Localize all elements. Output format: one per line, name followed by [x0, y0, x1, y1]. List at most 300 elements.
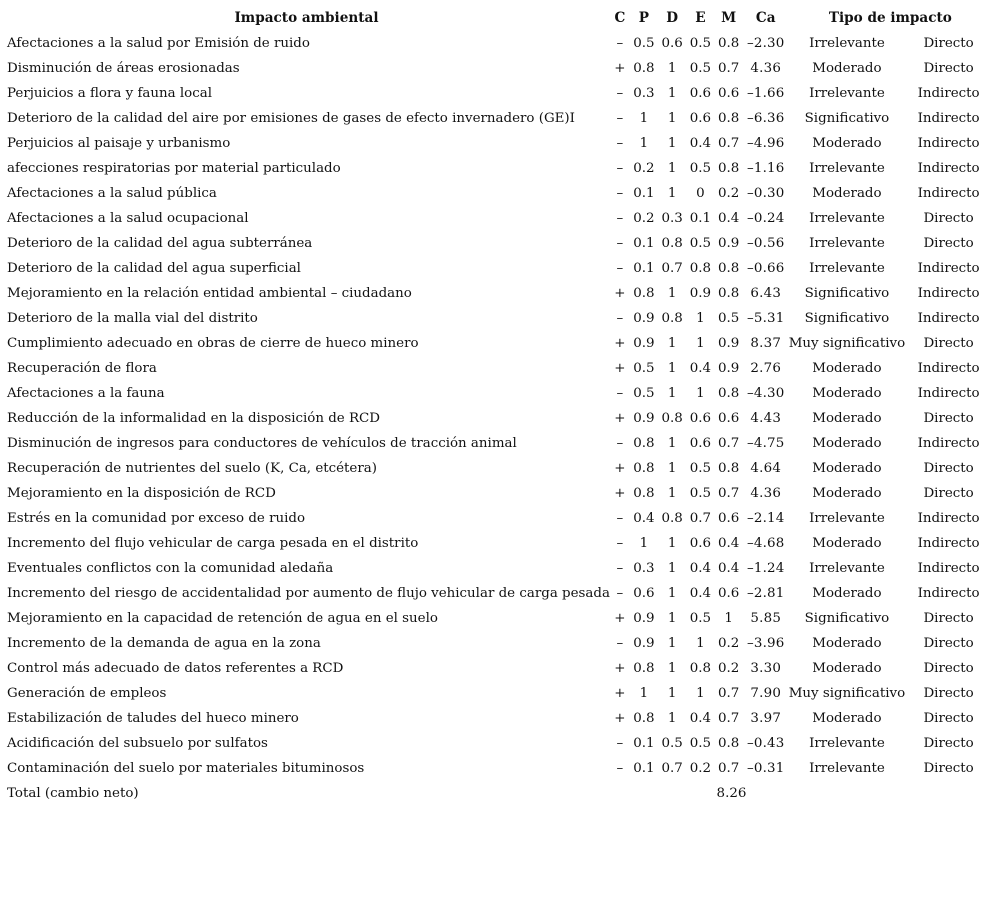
impact-cell: Disminución de áreas erosionadas: [7, 61, 240, 76]
m-cell: 0.7: [718, 436, 740, 451]
ca-cell: –0.56: [746, 236, 785, 251]
ca-cell: –6.36: [746, 111, 785, 126]
table-row: [3, 681, 992, 706]
sign-cell: –: [616, 261, 624, 276]
m-cell: 0.8: [718, 461, 740, 476]
impact-type-cell: Indirecto: [917, 86, 980, 101]
p-cell: 0.3: [633, 86, 655, 101]
impact-type-cell: Indirecto: [917, 136, 980, 151]
significance-cell: Irrelevante: [809, 761, 885, 776]
table-row: [3, 456, 992, 481]
d-cell: 1: [667, 711, 677, 726]
table-row: [3, 356, 992, 381]
p-cell: 0.9: [633, 311, 655, 326]
m-cell: 0.9: [718, 361, 740, 376]
table-row: [3, 181, 992, 206]
significance-cell: Irrelevante: [809, 236, 885, 251]
m-cell: 0.4: [718, 561, 740, 576]
significance-cell: Moderado: [812, 486, 882, 501]
m-cell: 0.8: [718, 736, 740, 751]
impact-type-cell: Directo: [923, 711, 974, 726]
ca-cell: 7.90: [750, 686, 782, 701]
e-cell: 0.6: [689, 411, 712, 426]
significance-cell: Moderado: [812, 186, 882, 201]
e-cell: 0.1: [689, 211, 712, 226]
e-cell: 0.6: [689, 536, 712, 551]
table-row: [3, 481, 992, 506]
p-cell: 0.8: [633, 436, 655, 451]
header-d: D: [666, 10, 679, 26]
significance-cell: Irrelevante: [809, 561, 885, 576]
impact-type-cell: Indirecto: [917, 436, 980, 451]
table-row: [3, 631, 992, 656]
impact-cell: Mejoramiento en la capacidad de retención de agua en el suelo: [7, 611, 438, 626]
impact-cell: Estrés en la comunidad por exceso de ruido: [7, 511, 306, 526]
table-row: [3, 756, 992, 781]
d-cell: 0.3: [661, 211, 683, 226]
header-type: Tipo de impacto: [828, 10, 952, 26]
sign-cell: +: [614, 286, 626, 301]
impact-type-cell: Indirecto: [917, 261, 980, 276]
m-cell: 0.6: [718, 511, 740, 526]
sign-cell: +: [614, 611, 626, 626]
significance-cell: Irrelevante: [809, 36, 885, 51]
m-cell: 0.9: [718, 236, 740, 251]
impact-type-cell: Directo: [923, 611, 974, 626]
impact-cell: Estabilización de taludes del hueco minero: [7, 711, 299, 726]
ca-cell: –0.24: [746, 211, 785, 226]
header-m: M: [721, 10, 737, 26]
impact-type-cell: Directo: [923, 486, 974, 501]
m-cell: 0.7: [718, 61, 740, 76]
impact-cell: Afectaciones a la fauna: [7, 386, 165, 401]
e-cell: 0.5: [689, 236, 712, 251]
significance-cell: Moderado: [812, 586, 882, 601]
sign-cell: +: [614, 661, 626, 676]
p-cell: 0.5: [633, 361, 655, 376]
ca-cell: 4.43: [750, 411, 782, 426]
d-cell: 1: [667, 536, 677, 551]
impact-cell: Deterioro de la calidad del agua superficial: [7, 261, 301, 276]
impact-type-cell: Directo: [923, 61, 974, 76]
p-cell: 0.3: [633, 561, 655, 576]
sign-cell: –: [616, 511, 624, 526]
header-p: P: [638, 10, 650, 26]
ca-cell: 3.30: [750, 661, 782, 676]
e-cell: 0.8: [689, 261, 712, 276]
significance-cell: Moderado: [812, 536, 882, 551]
d-cell: 1: [667, 136, 677, 151]
m-cell: 0.8: [718, 286, 740, 301]
m-cell: 0.8: [718, 36, 740, 51]
ca-cell: –2.14: [746, 511, 785, 526]
table-row: [3, 206, 992, 231]
p-cell: 0.2: [633, 211, 655, 226]
significance-cell: Moderado: [812, 411, 882, 426]
e-cell: 0.5: [689, 611, 712, 626]
m-cell: 0.4: [718, 211, 740, 226]
sign-cell: –: [616, 561, 624, 576]
impact-cell: Reducción de la informalidad en la disposición de RCD: [7, 411, 381, 426]
significance-cell: Significativo: [804, 311, 890, 326]
d-cell: 0.6: [661, 36, 683, 51]
ca-cell: 8.37: [750, 336, 782, 351]
impact-type-cell: Directo: [923, 211, 974, 226]
ca-cell: –1.24: [746, 561, 785, 576]
e-cell: 0.5: [689, 486, 712, 501]
e-cell: 0.5: [689, 461, 712, 476]
header-row: [3, 6, 992, 31]
table-row: [3, 606, 992, 631]
e-cell: 0.4: [689, 561, 712, 576]
m-cell: 0.5: [718, 311, 740, 326]
impact-type-cell: Directo: [923, 236, 974, 251]
e-cell: 0.2: [689, 761, 712, 776]
sign-cell: –: [616, 186, 624, 201]
impact-cell: Cumplimiento adecuado en obras de cierre de hueco minero: [7, 336, 419, 351]
m-cell: 0.7: [718, 136, 740, 151]
p-cell: 1: [639, 686, 649, 701]
table-row: [3, 581, 992, 606]
d-cell: 0.5: [661, 736, 683, 751]
e-cell: 0.4: [689, 586, 712, 601]
d-cell: 1: [667, 111, 677, 126]
p-cell: 0.8: [633, 661, 655, 676]
significance-cell: Moderado: [812, 61, 882, 76]
impact-cell: Perjuicios al paisaje y urbanismo: [7, 136, 231, 151]
m-cell: 0.6: [718, 86, 740, 101]
sign-cell: –: [616, 111, 624, 126]
impact-cell: Afectaciones a la salud por Emisión de ruido: [7, 36, 310, 51]
m-cell: 0.6: [718, 411, 740, 426]
total-row: [3, 781, 992, 806]
significance-cell: Moderado: [812, 711, 882, 726]
header-impact: Impacto ambiental: [234, 10, 379, 26]
d-cell: 1: [667, 661, 677, 676]
d-cell: 1: [667, 611, 677, 626]
e-cell: 0.6: [689, 436, 712, 451]
p-cell: 0.8: [633, 61, 655, 76]
impact-type-cell: Indirecto: [917, 386, 980, 401]
e-cell: 0.8: [689, 661, 712, 676]
significance-cell: Significativo: [804, 111, 890, 126]
m-cell: 1: [724, 611, 733, 626]
e-cell: 0.9: [689, 286, 712, 301]
table-row: [3, 156, 992, 181]
impact-cell: Mejoramiento en la relación entidad ambiental – ciudadano: [7, 286, 412, 301]
sign-cell: +: [614, 711, 626, 726]
sign-cell: +: [614, 361, 626, 376]
table-row: [3, 281, 992, 306]
d-cell: 0.8: [661, 311, 683, 326]
impact-type-cell: Directo: [923, 411, 974, 426]
total-value: 8.26: [716, 786, 747, 801]
d-cell: 1: [667, 161, 677, 176]
significance-cell: Significativo: [804, 286, 890, 301]
ca-cell: 5.85: [750, 611, 782, 626]
d-cell: 1: [667, 586, 677, 601]
impact-type-cell: Directo: [923, 736, 974, 751]
p-cell: 1: [639, 136, 649, 151]
e-cell: 1: [696, 686, 705, 701]
p-cell: 0.8: [633, 711, 655, 726]
sign-cell: +: [614, 461, 626, 476]
ca-cell: 4.64: [750, 461, 782, 476]
d-cell: 1: [667, 561, 677, 576]
impact-type-cell: Indirecto: [917, 561, 980, 576]
m-cell: 0.2: [718, 661, 740, 676]
d-cell: 1: [667, 486, 677, 501]
d-cell: 1: [667, 86, 677, 101]
ca-cell: 4.36: [750, 486, 782, 501]
p-cell: 0.9: [633, 611, 655, 626]
table-row: [3, 31, 992, 56]
table-row: [3, 81, 992, 106]
significance-cell: Irrelevante: [809, 161, 885, 176]
sign-cell: –: [616, 236, 624, 251]
p-cell: 1: [639, 111, 649, 126]
ca-cell: 4.36: [750, 61, 782, 76]
impact-type-cell: Indirecto: [917, 361, 980, 376]
sign-cell: –: [616, 311, 624, 326]
significance-cell: Moderado: [812, 136, 882, 151]
sign-cell: +: [614, 486, 626, 501]
p-cell: 1: [639, 536, 649, 551]
total-label: Total (cambio neto): [7, 786, 139, 801]
sign-cell: –: [616, 586, 624, 601]
e-cell: 0.5: [689, 61, 712, 76]
p-cell: 0.2: [633, 161, 655, 176]
sign-cell: +: [614, 411, 626, 426]
ca-cell: –4.68: [746, 536, 785, 551]
e-cell: 0.6: [689, 86, 712, 101]
significance-cell: Moderado: [812, 461, 882, 476]
ca-cell: –1.66: [746, 86, 785, 101]
impact-type-cell: Indirecto: [917, 161, 980, 176]
p-cell: 0.1: [633, 236, 655, 251]
table-row: [3, 706, 992, 731]
m-cell: 0.8: [718, 386, 740, 401]
sign-cell: +: [614, 336, 626, 351]
d-cell: 0.7: [661, 761, 683, 776]
e-cell: 0.4: [689, 361, 712, 376]
d-cell: 0.8: [661, 511, 683, 526]
d-cell: 1: [667, 436, 677, 451]
m-cell: 0.8: [718, 111, 740, 126]
m-cell: 0.7: [718, 761, 740, 776]
significance-cell: Moderado: [812, 636, 882, 651]
sign-cell: +: [614, 686, 626, 701]
d-cell: 1: [667, 686, 677, 701]
significance-cell: Irrelevante: [809, 736, 885, 751]
sign-cell: –: [616, 161, 624, 176]
e-cell: 1: [696, 336, 705, 351]
d-cell: 1: [667, 636, 677, 651]
d-cell: 1: [667, 186, 677, 201]
table-row: [3, 556, 992, 581]
m-cell: 0.7: [718, 486, 740, 501]
significance-cell: Muy significativo: [788, 686, 906, 701]
impact-cell: Perjuicios a flora y fauna local: [7, 86, 212, 101]
impact-type-cell: Directo: [923, 636, 974, 651]
impact-type-cell: Indirecto: [917, 286, 980, 301]
impact-type-cell: Indirecto: [917, 186, 980, 201]
impact-type-cell: Directo: [923, 461, 974, 476]
impact-cell: Incremento de la demanda de agua en la zona: [7, 636, 321, 651]
significance-cell: Moderado: [812, 361, 882, 376]
ca-cell: –0.66: [746, 261, 785, 276]
table-row: [3, 531, 992, 556]
header-c: C: [614, 10, 626, 26]
significance-cell: Moderado: [812, 661, 882, 676]
sign-cell: –: [616, 636, 624, 651]
impact-type-cell: Indirecto: [917, 111, 980, 126]
significance-cell: Moderado: [812, 386, 882, 401]
impact-type-cell: Directo: [923, 661, 974, 676]
ca-cell: –4.75: [746, 436, 785, 451]
m-cell: 0.7: [718, 711, 740, 726]
sign-cell: –: [616, 436, 624, 451]
table-row: [3, 306, 992, 331]
ca-cell: –2.30: [746, 36, 785, 51]
sign-cell: +: [614, 61, 626, 76]
impact-cell: Afectaciones a la salud ocupacional: [7, 211, 249, 226]
d-cell: 1: [667, 336, 677, 351]
ca-cell: 3.97: [750, 711, 782, 726]
sign-cell: –: [616, 136, 624, 151]
impact-table: [3, 6, 992, 806]
significance-cell: Muy significativo: [788, 336, 906, 351]
p-cell: 0.9: [633, 411, 655, 426]
impact-cell: Incremento del riesgo de accidentalidad por aumento de flujo vehicular de carga pesada: [7, 586, 610, 601]
table-row: [3, 331, 992, 356]
significance-cell: Significativo: [804, 611, 890, 626]
sign-cell: –: [616, 761, 624, 776]
d-cell: 1: [667, 361, 677, 376]
p-cell: 0.8: [633, 461, 655, 476]
ca-cell: –0.31: [746, 761, 785, 776]
m-cell: 0.8: [718, 161, 740, 176]
d-cell: 1: [667, 386, 677, 401]
impact-cell: Recuperación de flora: [7, 361, 157, 376]
impact-cell: Incremento del flujo vehicular de carga pesada en el distrito: [7, 536, 419, 551]
e-cell: 0.5: [689, 161, 712, 176]
table-row: [3, 106, 992, 131]
significance-cell: Irrelevante: [809, 261, 885, 276]
e-cell: 0.4: [689, 711, 712, 726]
sign-cell: –: [616, 536, 624, 551]
e-cell: 0.6: [689, 111, 712, 126]
d-cell: 0.8: [661, 411, 683, 426]
m-cell: 0.6: [718, 586, 740, 601]
d-cell: 1: [667, 286, 677, 301]
m-cell: 0.4: [718, 536, 740, 551]
sign-cell: –: [616, 36, 624, 51]
impact-type-cell: Indirecto: [917, 511, 980, 526]
table-row: [3, 256, 992, 281]
header-ca: Ca: [755, 10, 776, 26]
impact-cell: Generación de empleos: [7, 686, 167, 701]
impact-type-cell: Indirecto: [917, 311, 980, 326]
e-cell: 0.4: [689, 136, 712, 151]
e-cell: 0.5: [689, 36, 712, 51]
impact-cell: Deterioro de la malla vial del distrito: [7, 311, 258, 326]
m-cell: 0.2: [718, 186, 740, 201]
impact-cell: Control más adecuado de datos referentes a RCD: [7, 661, 344, 676]
p-cell: 0.9: [633, 336, 655, 351]
p-cell: 0.8: [633, 286, 655, 301]
significance-cell: Irrelevante: [809, 511, 885, 526]
p-cell: 0.1: [633, 761, 655, 776]
table-row: [3, 731, 992, 756]
d-cell: 0.7: [661, 261, 683, 276]
ca-cell: –1.16: [746, 161, 785, 176]
impact-type-cell: Indirecto: [917, 586, 980, 601]
ca-cell: –5.31: [746, 311, 785, 326]
impact-cell: Deterioro de la calidad del aire por emisiones de gases de efecto invernadero (GE)I: [7, 111, 575, 126]
ca-cell: –3.96: [746, 636, 785, 651]
table-row: [3, 656, 992, 681]
impact-cell: Eventuales conflictos con la comunidad aledaña: [7, 561, 334, 576]
p-cell: 0.4: [633, 511, 655, 526]
e-cell: 1: [696, 311, 705, 326]
e-cell: 0.7: [689, 511, 712, 526]
p-cell: 0.5: [633, 386, 655, 401]
ca-cell: –4.30: [746, 386, 785, 401]
sign-cell: –: [616, 386, 624, 401]
m-cell: 0.8: [718, 261, 740, 276]
p-cell: 0.5: [633, 36, 655, 51]
d-cell: 0.8: [661, 236, 683, 251]
significance-cell: Moderado: [812, 436, 882, 451]
e-cell: 1: [696, 636, 705, 651]
impact-cell: Recuperación de nutrientes del suelo (K, Ca, etcétera): [7, 461, 377, 476]
table-row: [3, 506, 992, 531]
significance-cell: Irrelevante: [809, 211, 885, 226]
impact-cell: Contaminación del suelo por materiales bituminosos: [7, 761, 365, 776]
impact-cell: afecciones respiratorias por material particulado: [7, 161, 341, 176]
impact-cell: Afectaciones a la salud pública: [7, 186, 217, 201]
ca-cell: 6.43: [750, 286, 782, 301]
ca-cell: 2.76: [750, 361, 782, 376]
ca-cell: –0.43: [746, 736, 785, 751]
impact-type-cell: Directo: [923, 36, 974, 51]
sign-cell: –: [616, 211, 624, 226]
impact-type-cell: Directo: [923, 336, 974, 351]
sign-cell: –: [616, 86, 624, 101]
p-cell: 0.8: [633, 486, 655, 501]
e-cell: 0: [696, 186, 705, 201]
e-cell: 0.5: [689, 736, 712, 751]
table-row: [3, 406, 992, 431]
impact-cell: Acidificación del subsuelo por sulfatos: [7, 736, 268, 751]
table-row: [3, 231, 992, 256]
ca-cell: –0.30: [746, 186, 785, 201]
e-cell: 1: [696, 386, 705, 401]
ca-cell: –2.81: [746, 586, 785, 601]
d-cell: 1: [667, 61, 677, 76]
impact-cell: Disminución de ingresos para conductores de vehículos de tracción animal: [7, 436, 517, 451]
m-cell: 0.7: [718, 686, 740, 701]
table-row: [3, 381, 992, 406]
impact-cell: Mejoramiento en la disposición de RCD: [7, 486, 276, 501]
table-row: [3, 56, 992, 81]
ca-cell: –4.96: [746, 136, 785, 151]
m-cell: 0.2: [718, 636, 740, 651]
p-cell: 0.6: [633, 586, 655, 601]
header-e: E: [695, 10, 706, 26]
sign-cell: –: [616, 736, 624, 751]
